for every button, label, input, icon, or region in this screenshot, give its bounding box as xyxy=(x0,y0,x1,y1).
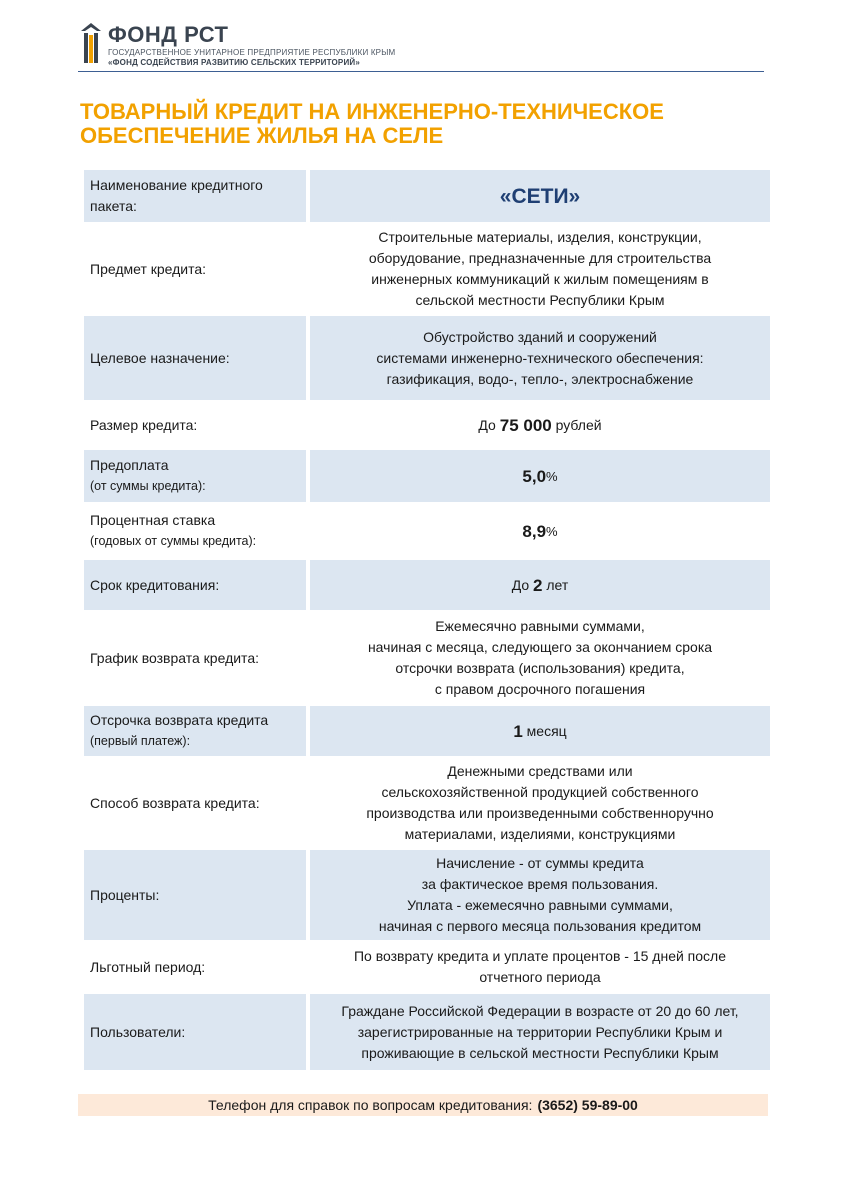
row-label: Проценты: xyxy=(84,850,306,940)
logo-org-name: «ФОНД СОДЕЙСТВИЯ РАЗВИТИЮ СЕЛЬСКИХ ТЕРРИТОРИЙ» xyxy=(108,58,360,67)
deferral-note: (первый платеж): xyxy=(90,734,191,748)
rate-unit: % xyxy=(546,523,558,539)
term-prefix: До xyxy=(511,576,530,593)
row-value xyxy=(310,706,770,756)
logo-title: ФОНД РСТ xyxy=(108,22,229,47)
row-label: Льготный период: xyxy=(90,958,206,975)
row-label xyxy=(84,505,306,557)
row-grace xyxy=(84,943,770,991)
row-value: Начисление - от суммы кредита за фактическое время пользования. Уплата - ежемесячно равными суммами, начиная с первого месяца пользования кредитом xyxy=(310,850,770,940)
rate-label: Процентная ставка xyxy=(90,512,216,528)
row-users xyxy=(84,994,770,1070)
amount-prefix: До xyxy=(478,416,496,433)
row-label: Срок кредитования: xyxy=(84,560,306,610)
prepayment-number: 5,0 xyxy=(522,466,547,486)
deferral-suffix: месяц xyxy=(526,722,567,739)
prepayment-unit: % xyxy=(546,468,558,484)
page-title: ТОВАРНЫЙ КРЕДИТ НА ИНЖЕНЕРНО-ТЕХНИЧЕСКОЕ ОБЕСПЕЧЕНИЕ ЖИЛЬЯ НА СЕЛЕ xyxy=(80,99,664,148)
deferral-label: Отсрочка возврата кредита xyxy=(90,712,269,728)
row-value: По возврату кредита и уплате процентов - 15 дней после отчетного периода xyxy=(353,948,727,985)
row-prepayment xyxy=(84,450,770,502)
row-label xyxy=(84,706,306,756)
row-package xyxy=(84,170,770,222)
row-label: Целевое назначение: xyxy=(84,316,306,400)
row-schedule xyxy=(84,613,770,703)
row-label: Способ возврата кредита: xyxy=(90,794,260,811)
term-suffix: лет xyxy=(546,576,569,593)
row-method xyxy=(84,759,770,847)
logo-subtitle: ГОСУДАРСТВЕННОЕ УНИТАРНОЕ ПРЕДПРИЯТИЕ РЕСПУБЛИКИ КРЫМ xyxy=(108,48,396,57)
header xyxy=(78,22,764,74)
row-value: Обустройство зданий и сооружений системами инженерно-технического обеспечения: газификация, водо-, тепло-, электроснабжение xyxy=(310,316,770,400)
row-subject xyxy=(84,225,770,313)
row-label xyxy=(84,450,306,502)
deferral-number: 1 xyxy=(513,721,523,741)
row-label: Наименование кредитного пакета: xyxy=(84,170,306,222)
prepayment-note: (от суммы кредита): xyxy=(90,479,206,493)
row-interest xyxy=(84,850,770,940)
amount-suffix: рублей xyxy=(555,416,602,433)
row-value xyxy=(310,560,770,610)
row-label: Предмет кредита: xyxy=(90,260,207,277)
rate-note: (годовых от суммы кредита): xyxy=(90,534,257,548)
row-label: График возврата кредита: xyxy=(90,649,259,666)
house-logo-icon xyxy=(80,22,102,64)
rate-number: 8,9 xyxy=(522,521,547,541)
row-value: Строительные материалы, изделия, конструкции, оборудование, предназначенные для строительства инженерных коммуникаций к жилым помещениям в сельской местности Республики Крым xyxy=(368,229,712,308)
row-label: Размер кредита: xyxy=(90,416,198,433)
row-label: Пользователи: xyxy=(84,994,306,1070)
prepayment-label: Предоплата xyxy=(90,457,169,473)
contact-footer xyxy=(78,1094,768,1116)
row-rate xyxy=(84,505,770,557)
package-name: «СЕТИ» xyxy=(499,184,581,208)
amount-number: 75 000 xyxy=(499,415,552,435)
row-value xyxy=(310,170,770,222)
row-value xyxy=(310,505,770,557)
footer-text: Телефон для справок по вопросам кредитования: xyxy=(208,1097,533,1113)
row-amount xyxy=(84,403,770,447)
row-value: Ежемесячно равными суммами, начиная с месяца, следующего за окончанием срока отсрочки возврата (использования) кредита, с правом досрочного погашения xyxy=(367,618,713,697)
row-value xyxy=(310,403,770,447)
term-number: 2 xyxy=(533,575,543,595)
row-deferral xyxy=(84,706,770,756)
row-purpose xyxy=(84,316,770,400)
header-divider xyxy=(78,71,764,72)
row-value: Денежными средствами или сельскохозяйственной продукцией собственного производства или произведенными собственноручно материалами, изделиями, конструкциями xyxy=(366,763,714,842)
phone-number: (3652) 59-89-00 xyxy=(537,1097,638,1113)
row-value xyxy=(310,450,770,502)
credit-terms-table xyxy=(84,170,770,1073)
row-value: Граждане Российской Федерации в возрасте от 20 до 60 лет, зарегистрированные на территории Республики Крым и проживающие в сельской местности Республики Крым xyxy=(310,994,770,1070)
row-term xyxy=(84,560,770,610)
